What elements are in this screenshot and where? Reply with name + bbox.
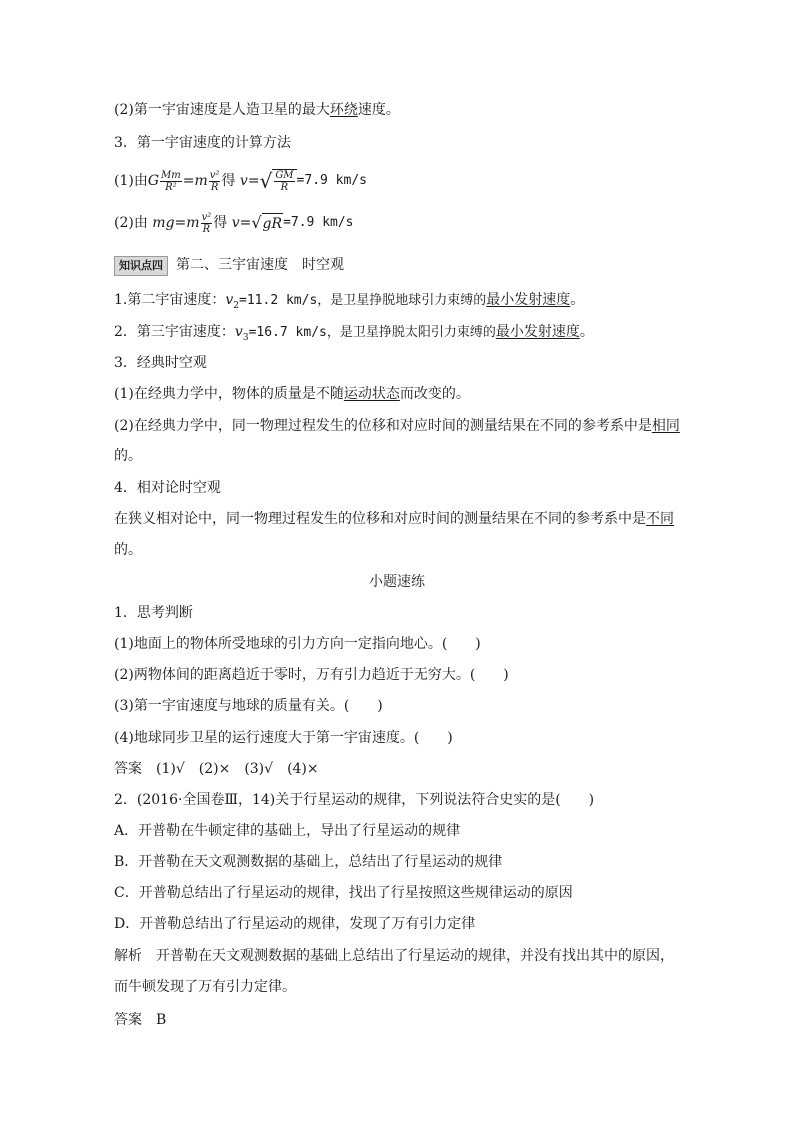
- question-item: (2)两物体间的距离趋近于零时，万有引力趋近于无穷大。( ): [114, 667, 509, 683]
- answer-line: 答案 (1)√ (2)× (3)√ (4)×: [114, 761, 319, 777]
- option-b: B．开普勒在天文观测数据的基础上，总结出了行星运动的规律: [114, 854, 503, 870]
- text-line: 在狭义相对论中，同一物理过程发生的位移和对应时间的测量结果在不同的参考系中是不同: [114, 511, 674, 527]
- text-line: 2．第三宇宙速度：$v_3=16.7$ km/s，是卫星挣脱太阳引力束缚的最小发射速度。: [114, 324, 594, 343]
- formula-line-1: (1)由 G $\frac{Mm}{\text{R²}}$ = m $\frac{\text{v²}}{R}$ 得 v = √ $\frac{GM}{R}$ =7.9 km/s: [114, 169, 367, 193]
- explanation-line: 解析 开普勒在天文观测数据的基础上总结出了行星运动的规律，并没有找出其中的原因，: [114, 948, 674, 964]
- option-a: A．开普勒在牛顿定律的基础上，导出了行星运动的规律: [114, 823, 461, 839]
- text-line: (1)在经典力学中，物体的质量是不随运动状态而改变的。: [114, 386, 470, 402]
- question-item: (1)地面上的物体所受地球的引力方向一定指向地心。( ): [114, 636, 481, 652]
- section-heading: 知识点四 第二、三宇宙速度 时空观: [114, 255, 344, 276]
- fraction: $\frac{Mm}{\text{R²}}$: [161, 169, 181, 193]
- question-item: (4)地球同步卫星的运行速度大于第一宇宙速度。( ): [114, 730, 453, 746]
- formula-line-2: (2)由 mg = m $\frac{\text{v²}}{R}$ 得 v = √ gR =7.9 km/s: [114, 211, 354, 235]
- option-d: D．开普勒总结出了行星运动的规律，发现了万有引力定律: [114, 916, 476, 932]
- fraction: $\frac{\text{v²}}{R}$: [201, 211, 212, 235]
- text-line: 3．经典时空观: [114, 355, 207, 371]
- text-line: 4．相对论时空观: [114, 480, 221, 496]
- sqrt: √ gR: [251, 213, 283, 232]
- explanation-line: 而牛顿发现了万有引力定律。: [114, 979, 296, 995]
- text-line: 的。: [114, 448, 142, 464]
- option-c: C．开普勒总结出了行星运动的规律，找出了行星按照这些规律运动的原因: [114, 885, 573, 901]
- text-line: 的。: [114, 542, 142, 558]
- question-heading: 1．思考判断: [114, 605, 193, 621]
- knowledge-badge: 知识点四: [114, 256, 168, 276]
- question-item: (3)第一宇宙速度与地球的质量有关。( ): [114, 698, 383, 714]
- answer-line: 答案 B: [114, 1012, 167, 1028]
- question-heading: 2．(2016·全国卷Ⅲ，14)关于行星运动的规律，下列说法符合史实的是( ): [114, 792, 595, 808]
- text-line: (2)第一宇宙速度是人造卫星的最大环绕速度。: [114, 102, 400, 118]
- text-line: 3．第一宇宙速度的计算方法: [114, 135, 291, 151]
- text-line: (2)在经典力学中，同一物理过程发生的位移和对应时间的测量结果在不同的参考系中是相同: [114, 418, 680, 434]
- fraction: $\frac{\text{v²}}{R}$: [209, 169, 220, 193]
- text-line: 1.第二宇宙速度：$v_2=11.2$ km/s，是卫星挣脱地球引力束缚的最小发射速度。: [114, 292, 585, 311]
- sqrt: √ $\frac{GM}{R}$: [260, 169, 297, 193]
- section-title: 小题速练: [369, 574, 425, 590]
